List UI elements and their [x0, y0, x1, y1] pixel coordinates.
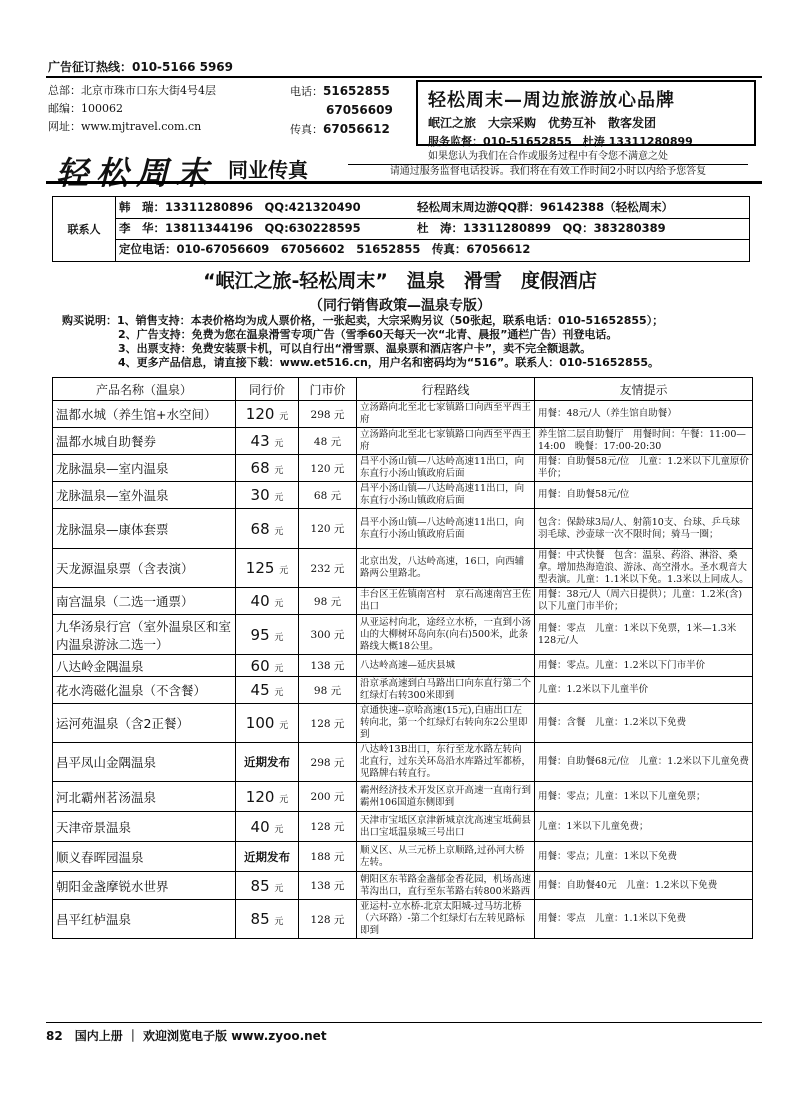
purchase-notes [62, 314, 762, 370]
trade-price-value: 45 [250, 681, 270, 699]
tips: 用餐：自助餐58元/位 [535, 482, 753, 509]
header-door: 门市价 [299, 378, 357, 401]
contacts-box [52, 196, 750, 262]
divider [46, 76, 762, 78]
table-row [53, 549, 753, 588]
door-price: 98 元 [299, 588, 357, 615]
door-price: 188 元 [299, 842, 357, 872]
product-name: 温都水城自助餐券 [53, 428, 236, 455]
complaint-notice [348, 150, 748, 179]
door-price: 200 元 [299, 782, 357, 812]
trade-price [236, 428, 299, 455]
tips: 用餐：零点 儿童：1.1米以下免费 [535, 900, 753, 939]
price-unit: 元 [274, 599, 284, 609]
product-name: 八达岭金隅温泉 [53, 655, 236, 677]
route: 从亚运村向北，途经立水桥，一直到小汤山的大柳树环岛向东(向右)500米，此条路线大概18公里。 [357, 615, 535, 655]
price-unit: 元 [279, 566, 289, 576]
price-unit: 元 [274, 466, 284, 476]
table-row [53, 677, 753, 704]
product-name: 天龙源温泉票（含表演） [53, 549, 236, 588]
trade-price-value: 30 [250, 486, 270, 504]
phone-1: 51652855 [323, 84, 390, 98]
price-unit: 元 [279, 794, 289, 805]
trade-price-value: 125 [245, 559, 275, 577]
ad-hotline: 广告征订热线：010-5166 5969 [48, 60, 234, 74]
route: 霸州经济技术开发区京开高速一直南行到霸州106国道东侧即到 [357, 782, 535, 812]
price-table [52, 377, 753, 939]
trade-price-value: 95 [250, 625, 270, 644]
door-price: 232 元 [299, 549, 357, 588]
tips: 包含：保龄球3局/人、射箭10支、台球、乒乓球羽毛球、沙壶球一次不限时间；骑马一圈； [535, 509, 753, 549]
contact-li: 李 华：13811344196 QQ:630228595 [119, 221, 361, 235]
trade-price-value: 60 [250, 656, 270, 675]
route: 丰台区王佐镇南宫村 京石高速南宫王佐出口 [357, 588, 535, 615]
company-postcode: 邮编：100062 [48, 102, 123, 115]
contact-row [115, 239, 749, 260]
product-name: 顺义春晖园温泉 [53, 842, 236, 872]
door-price: 138 元 [299, 872, 357, 900]
table-row [53, 743, 753, 782]
notice-line-2: 请通过服务监督电话投诉。我们将在有效工作时间2小时以内给予您答复 [348, 164, 748, 179]
product-name: 河北霸州茗汤温泉 [53, 782, 236, 812]
table-row [53, 588, 753, 615]
product-name: 南宫温泉（二选一通票） [53, 588, 236, 615]
fax-label: 传真： [290, 123, 323, 136]
trade-price-value: 近期发布 [244, 849, 290, 864]
product-name: 昌平红栌温泉 [53, 900, 236, 939]
trade-price-value: 68 [250, 519, 270, 538]
tips: 用餐：零点。儿童：1.2米以下门市半价 [535, 655, 753, 677]
contacts-label: 联系人 [53, 197, 116, 261]
route: 八达岭13B出口，东行至龙水路左转向北直行，过东关环岛沿水库路过军都桥，见路牌右转直行。 [357, 743, 535, 782]
note-2: 2、广告支持：免费为您在温泉滑雪专项广告（雪季60天每天一次“北青、晨报”通栏广告）刊登电话。 [118, 328, 618, 341]
page-footer: 82 国内上册 ｜ 欢迎浏览电子版 www.zyoo.net [46, 1029, 327, 1043]
route: 顺义区、从三元桥上京顺路,过孙河大桥左转。 [357, 842, 535, 872]
page-subtitle: （同行销售政策—温泉专版） [309, 298, 491, 314]
brand-slogan: 岷江之旅 大宗采购 优势互补 散客发团 [428, 116, 657, 130]
trade-price [236, 704, 299, 743]
price-unit: 元 [274, 824, 284, 835]
contact-han: 韩 瑞：13311280896 QQ:421320490 [119, 200, 361, 214]
route: 立汤路向北至北七家镇路口向西至平西王府 [357, 401, 535, 428]
fax-title: 同业传真 [228, 158, 308, 182]
door-price: 120 元 [299, 455, 357, 482]
tips: 儿童：1.2米以下儿童半价 [535, 677, 753, 704]
price-unit: 元 [274, 439, 284, 449]
trade-price-value: 85 [250, 876, 270, 895]
tips: 用餐：自助餐58元/位 儿童：1.2米以下儿童原价半价； [535, 455, 753, 482]
header-price: 同行价 [236, 378, 299, 401]
table-header-row [53, 378, 753, 401]
product-name: 昌平凤山金隅温泉 [53, 743, 236, 782]
product-name: 龙脉温泉—室外温泉 [53, 482, 236, 509]
tips: 用餐：含餐 儿童：1.2米以下免费 [535, 704, 753, 743]
trade-price-value: 120 [245, 787, 275, 806]
contact-row [115, 197, 749, 219]
route: 昌平小汤山镇—八达岭高速11出口，向东直行小汤山镇政府后面 [357, 455, 535, 482]
brand-title: 轻松周末—周边旅游放心品牌 [428, 90, 675, 111]
door-price: 68 元 [299, 482, 357, 509]
trade-price-value: 85 [250, 910, 270, 928]
door-price: 128 元 [299, 704, 357, 743]
price-unit: 元 [274, 917, 284, 927]
price-unit: 元 [274, 883, 284, 894]
trade-price [236, 509, 299, 549]
company-phones [290, 82, 410, 139]
trade-price-value: 43 [250, 432, 270, 450]
table-row [53, 401, 753, 428]
trade-price [236, 812, 299, 842]
trade-price [236, 482, 299, 509]
route: 沿京承高速到白马路出口向东直行第二个红绿灯右转300米即到 [357, 677, 535, 704]
header-tips: 友情提示 [535, 378, 753, 401]
table-row [53, 455, 753, 482]
contact-du: 杜 涛：13311280899 QQ：383280389 [417, 221, 666, 235]
table-row [53, 900, 753, 939]
door-price: 128 元 [299, 900, 357, 939]
product-name: 温都水城（养生馆+水空间） [53, 401, 236, 428]
note-1: 购买说明：1、销售支持：本表价格均为成人票价格，一张起卖，大宗采购另议（50张起，联系电话：010-51652855）； [62, 314, 664, 327]
door-price: 298 元 [299, 743, 357, 782]
price-unit: 元 [274, 493, 284, 503]
route: 朝阳区东苇路金盏郁金香花园，机场高速苇沟出口，直行至东苇路右转800米路西 [357, 872, 535, 900]
table-row [53, 655, 753, 677]
product-name: 龙脉温泉—康体套票 [53, 509, 236, 549]
table-row [53, 704, 753, 743]
price-unit: 元 [279, 721, 289, 731]
table-row [53, 509, 753, 549]
tips: 儿童：1米以下儿童免费； [535, 812, 753, 842]
divider [46, 181, 762, 184]
divider [46, 1022, 762, 1023]
price-unit: 元 [279, 412, 289, 422]
trade-price-value: 近期发布 [244, 755, 290, 769]
product-name: 天津帝景温泉 [53, 812, 236, 842]
price-unit: 元 [274, 688, 284, 698]
trade-price [236, 677, 299, 704]
trade-price-value: 100 [245, 714, 275, 732]
company-website[interactable]: 网址：www.mjtravel.com.cn [48, 120, 202, 133]
trade-price [236, 900, 299, 939]
trade-price [236, 842, 299, 872]
tips: 用餐：零点 儿童：1米以下免票，1米—1.3米128元/人 [535, 615, 753, 655]
table-row [53, 482, 753, 509]
company-address: 总部：北京市珠市口东大街4号4层 [48, 84, 216, 97]
tips: 用餐：中式快餐 包含：温泉、药浴、淋浴、桑拿。增加热海造浪、游泳、高空滑水。圣水观音大型表演。儿童：1.1米以下免。1.3米以上同成人。 [535, 549, 753, 588]
trade-price [236, 743, 299, 782]
door-price: 120 元 [299, 509, 357, 549]
trade-price [236, 872, 299, 900]
trade-price [236, 549, 299, 588]
contact-row [115, 218, 749, 240]
brand-supervisor: 服务监督：010-51652855 杜涛 13311280899 [428, 135, 693, 148]
table-row [53, 872, 753, 900]
table-row [53, 782, 753, 812]
route: 立汤路向北至北七家镇路口向西至平西王府 [357, 428, 535, 455]
phone-label: 电话： [290, 85, 323, 98]
door-price: 48 元 [299, 428, 357, 455]
price-unit: 元 [274, 663, 284, 674]
price-unit: 元 [274, 632, 284, 643]
product-name: 朝阳金盏摩锐水世界 [53, 872, 236, 900]
tips: 用餐：零点；儿童：1米以下免费 [535, 842, 753, 872]
route: 昌平小汤山镇—八达岭高速11出口，向东直行小汤山镇政府后面 [357, 482, 535, 509]
trade-price [236, 782, 299, 812]
table-row [53, 615, 753, 655]
route: 北京出发，八达岭高速，16口，向西辅路两公里路北。 [357, 549, 535, 588]
header-route: 行程路线 [357, 378, 535, 401]
contact-fixed-phones: 定位电话：010-67056609 67056602 51652855 传真：67056612 [119, 242, 531, 256]
trade-price [236, 588, 299, 615]
logo: 轻松周末 [56, 154, 217, 192]
trade-price-value: 120 [245, 405, 275, 423]
trade-price [236, 401, 299, 428]
door-price: 298 元 [299, 401, 357, 428]
route: 亚运村-立水桥-北京太阳城-过马坊北桥（六环路）-第二个红绿灯右左转见路标即到 [357, 900, 535, 939]
table-row [53, 842, 753, 872]
table-row [53, 812, 753, 842]
tips: 用餐：零点；儿童：1米以下儿童免票； [535, 782, 753, 812]
contact-qq-group: 轻松周末周边游QQ群：96142388（轻松周末） [417, 200, 674, 214]
route: 京通快速--京哈高速(15元),白庙出口左转向北，第一个红绿灯右转向东2公里即到 [357, 704, 535, 743]
product-name: 运河苑温泉（含2正餐） [53, 704, 236, 743]
page-title: “岷江之旅-轻松周末” 温泉 滑雪 度假酒店 [203, 270, 597, 292]
note-4: 4、更多产品信息，请直接下载：www.et516.cn，用户名和密码均为“516”。联系人：010-51652855。 [118, 356, 660, 369]
phone-2: 67056609 [326, 103, 393, 117]
product-name: 花水湾磁化温泉（不含餐） [53, 677, 236, 704]
door-price: 300 元 [299, 615, 357, 655]
note-3: 3、出票支持：免费安装票卡机，可以自行出“滑雪票、温泉票和酒店客户卡”，卖不完全额退款。 [118, 342, 592, 355]
tips: 用餐：48元/人（养生馆自助餐） [535, 401, 753, 428]
route: 八达岭高速—延庆县城 [357, 655, 535, 677]
trade-price-value: 68 [250, 459, 270, 477]
fax-number: 67056612 [323, 122, 390, 136]
door-price: 138 元 [299, 655, 357, 677]
price-unit: 元 [274, 526, 284, 537]
trade-price [236, 455, 299, 482]
route: 天津市宝坻区京津新城京沈高速宝坻蓟县出口宝坻温泉城三号出口 [357, 812, 535, 842]
product-name: 九华汤泉行宫（室外温泉区和室内温泉游泳二选一） [53, 615, 236, 655]
door-price: 128 元 [299, 812, 357, 842]
trade-price-value: 40 [250, 592, 270, 610]
tips: 养生馆二层自助餐厅 用餐时间：午餐：11:00—14:00 晚餐：17:00-20:30 [535, 428, 753, 455]
trade-price [236, 615, 299, 655]
notice-line-1: 如果您认为我们在合作或服务过程中有令您不满意之处 [428, 151, 668, 162]
header-name: 产品名称（温泉） [53, 378, 236, 401]
tips: 用餐：自助餐40元 儿童：1.2米以下免费 [535, 872, 753, 900]
brand-box [416, 80, 756, 146]
trade-price-value: 40 [250, 817, 270, 836]
tips: 用餐：38元/人（周六日提供）；儿童：1.2米(含)以下儿童门市半价； [535, 588, 753, 615]
product-name: 龙脉温泉—室内温泉 [53, 455, 236, 482]
route: 昌平小汤山镇—八达岭高速11出口，向东直行小汤山镇政府后面 [357, 509, 535, 549]
door-price: 98 元 [299, 677, 357, 704]
tips: 用餐：自助餐68元/位 儿童：1.2米以下儿童免费 [535, 743, 753, 782]
trade-price [236, 655, 299, 677]
table-row [53, 428, 753, 455]
